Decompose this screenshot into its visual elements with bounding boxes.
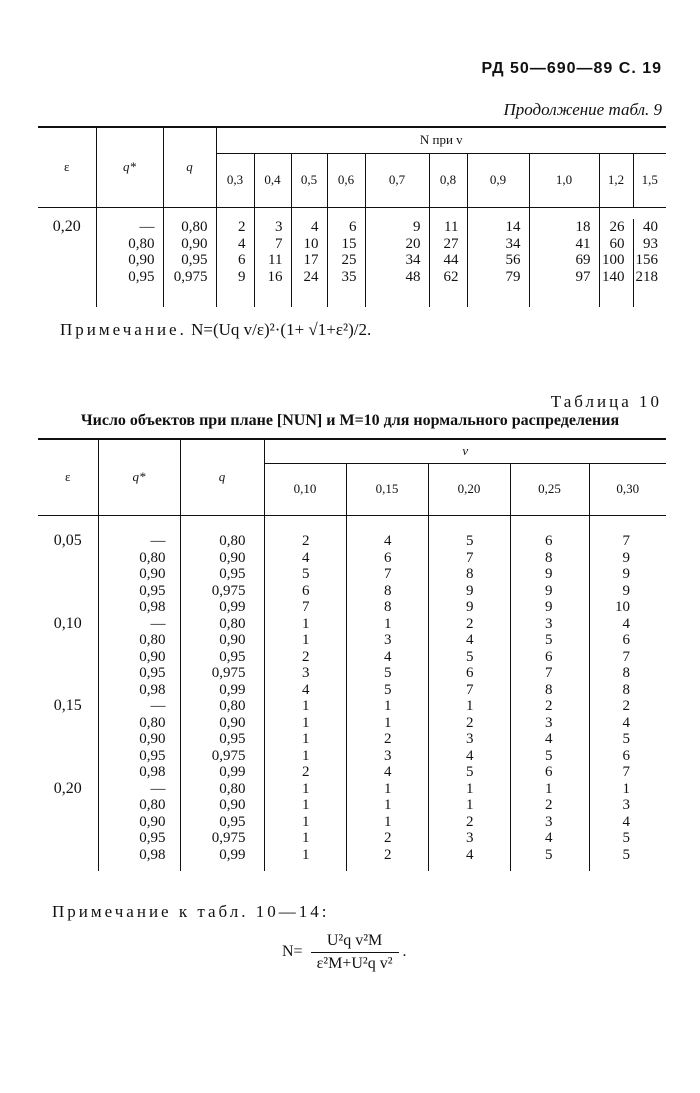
cell-n: 1 <box>264 616 346 633</box>
cell-eps-empty <box>38 632 98 649</box>
cell-n: 2 <box>264 764 346 781</box>
cell-qstar: — <box>98 616 180 633</box>
cell-n: 7 <box>264 599 346 616</box>
cell-q: 0,95 <box>163 252 216 269</box>
col-header-qstar: q* <box>96 127 163 207</box>
v-header-cell: 0,8 <box>429 153 467 207</box>
cell-qstar: 0,98 <box>98 764 180 781</box>
cell-q: 0,80 <box>163 219 216 236</box>
cell-qstar: — <box>98 533 180 550</box>
cell-n: 1 <box>346 616 428 633</box>
cell-qstar: 0,90 <box>98 814 180 831</box>
cell-n: 44 <box>429 252 467 269</box>
cell-n: 10 <box>291 236 327 253</box>
cell-n: 7 <box>428 682 510 699</box>
cell-n: 1 <box>510 781 589 798</box>
cell-n: 15 <box>327 236 365 253</box>
cell-qstar: 0,90 <box>98 731 180 748</box>
formula-fraction <box>311 932 399 973</box>
cell-n: 9 <box>622 582 630 599</box>
cell-eps <box>38 252 96 269</box>
table-9-note <box>60 320 371 340</box>
v-header-cell: 0,20 <box>428 463 510 515</box>
formula-lhs: N= <box>282 943 303 961</box>
table-row <box>38 219 666 236</box>
cell-n: 93 <box>643 235 658 252</box>
cell-n: 56 <box>467 252 529 269</box>
cell-qstar: 0,95 <box>98 583 180 600</box>
cell-n: 4 <box>428 632 510 649</box>
cell-eps: 0,10 <box>38 616 98 633</box>
v-header-cell: 0,4 <box>254 153 291 207</box>
cell-q: 0,99 <box>180 764 264 781</box>
cell-n: 6 <box>510 649 589 666</box>
cell-eps <box>38 236 96 253</box>
cell-n: 6 <box>510 533 589 550</box>
cell-eps-empty <box>38 583 98 600</box>
formula-end: . <box>402 943 407 961</box>
cell-n: 8 <box>346 583 428 600</box>
table-row <box>38 252 666 269</box>
note-label: Примечание к табл. 10—14: <box>52 902 330 921</box>
cell-eps-empty <box>38 748 98 765</box>
cell-n: 5 <box>428 764 510 781</box>
cell-n: 1 <box>264 830 346 847</box>
table-row <box>38 715 666 732</box>
cell-n: 4 <box>622 615 630 632</box>
v-header-cell: 1,5 <box>641 172 658 187</box>
cell-n: 1 <box>264 781 346 798</box>
cell-n: 4 <box>264 682 346 699</box>
cell-n: 7 <box>510 665 589 682</box>
cell-n: 5 <box>346 665 428 682</box>
cell-n: 140 <box>599 269 633 286</box>
table-row <box>38 764 666 781</box>
cell-n: 10 <box>615 599 630 615</box>
cell-n: 6 <box>428 665 510 682</box>
running-head: РД 50—690—89 С. 19 <box>481 60 662 77</box>
cell-n: 7 <box>622 764 630 780</box>
v-header-cell: 0,7 <box>365 153 429 207</box>
v-header-cell: 0,10 <box>264 463 346 515</box>
cell-n: 9 <box>428 583 510 600</box>
cell-eps-empty <box>38 550 98 567</box>
cell-q: 0,90 <box>180 715 264 732</box>
cell-n: 2 <box>346 731 428 748</box>
cell-q: 0,90 <box>163 236 216 253</box>
group-header-n: N при v <box>216 127 666 153</box>
cell-q: 0,95 <box>180 814 264 831</box>
cell-n: 1 <box>346 781 428 798</box>
cell-n: 18 <box>529 219 599 236</box>
cell-n: 9 <box>622 549 630 566</box>
cell-qstar: — <box>98 781 180 798</box>
cell-n: 1 <box>264 797 346 814</box>
table-row <box>38 731 666 748</box>
cell-n: 14 <box>467 219 529 236</box>
cell-n: 1 <box>264 748 346 765</box>
note-formula: N=(Uq v/ε)²·(1+ √1+ε²)/2. <box>191 320 372 339</box>
cell-q: 0,80 <box>180 616 264 633</box>
cell-n: 34 <box>365 252 429 269</box>
table-row <box>38 269 666 286</box>
v-header-cell: 0,25 <box>510 463 589 515</box>
cell-qstar: — <box>98 698 180 715</box>
cell-qstar: 0,98 <box>98 682 180 699</box>
cell-eps-empty <box>38 830 98 847</box>
table-row <box>38 797 666 814</box>
table-10-title: Число объектов при плане [NUN] и M=10 для нормального распределения <box>80 412 620 429</box>
cell-eps-empty <box>38 814 98 831</box>
cell-n: 25 <box>327 252 365 269</box>
formula-numerator: U²q v²M <box>311 932 399 953</box>
table-10 <box>38 438 666 871</box>
cell-n: 4 <box>264 550 346 567</box>
cell-qstar: 0,80 <box>98 632 180 649</box>
table-row <box>38 830 666 847</box>
cell-qstar: 0,95 <box>98 830 180 847</box>
cell-n: 5 <box>510 748 589 765</box>
cell-n: 8 <box>346 599 428 616</box>
cell-n: 3 <box>510 616 589 633</box>
cell-qstar: 0,80 <box>98 715 180 732</box>
cell-n: 3 <box>622 797 630 813</box>
cell-n: 11 <box>254 252 291 269</box>
table-row <box>38 814 666 831</box>
cell-n: 97 <box>529 269 599 286</box>
cell-n: 5 <box>510 847 589 864</box>
col-header-q: q <box>180 439 264 515</box>
cell-n: 60 <box>599 236 633 253</box>
table-row <box>38 698 666 715</box>
cell-q: 0,90 <box>180 632 264 649</box>
table-row <box>38 847 666 864</box>
cell-n: 6 <box>622 747 630 764</box>
cell-eps-empty <box>38 715 98 732</box>
cell-n: 40 <box>643 219 658 235</box>
cell-n: 5 <box>510 632 589 649</box>
cell-eps: 0,20 <box>38 781 98 798</box>
cell-n: 6 <box>327 219 365 236</box>
cell-n: 11 <box>429 219 467 236</box>
formula-n <box>282 932 407 973</box>
cell-n: 4 <box>510 830 589 847</box>
cell-n: 9 <box>428 599 510 616</box>
cell-n: 7 <box>254 236 291 253</box>
cell-eps-empty <box>38 847 98 864</box>
table-row <box>38 616 666 633</box>
cell-n: 6 <box>510 764 589 781</box>
cell-n: 8 <box>622 681 630 698</box>
cell-n: 62 <box>429 269 467 286</box>
cell-n: 2 <box>510 797 589 814</box>
cell-q: 0,95 <box>180 566 264 583</box>
v-header-cell: 0,6 <box>327 153 365 207</box>
cell-n: 17 <box>291 252 327 269</box>
cell-n: 4 <box>216 236 254 253</box>
cell-n: 3 <box>428 830 510 847</box>
cell-n: 2 <box>428 814 510 831</box>
cell-n: 3 <box>510 715 589 732</box>
cell-q: 0,975 <box>180 830 264 847</box>
cell-n: 5 <box>622 830 630 846</box>
cell-n: 16 <box>254 269 291 286</box>
cell-eps: 0,15 <box>38 698 98 715</box>
cell-q: 0,95 <box>180 649 264 666</box>
cell-n: 1 <box>264 731 346 748</box>
cell-n: 5 <box>622 731 630 747</box>
cell-n: 2 <box>264 533 346 550</box>
cell-n: 8 <box>622 665 630 681</box>
cell-n: 100 <box>599 252 633 269</box>
cell-n: 3 <box>346 632 428 649</box>
cell-q: 0,975 <box>180 583 264 600</box>
cell-n: 79 <box>467 269 529 286</box>
cell-n: 4 <box>346 764 428 781</box>
cell-n: 5 <box>428 533 510 550</box>
cell-n: 4 <box>428 748 510 765</box>
cell-n: 41 <box>529 236 599 253</box>
cell-eps-empty <box>38 665 98 682</box>
cell-q: 0,90 <box>180 550 264 567</box>
cell-n: 8 <box>510 682 589 699</box>
v-header-cell: 0,30 <box>616 481 640 496</box>
note-label: Примечание. <box>60 320 187 339</box>
cell-qstar: 0,98 <box>98 847 180 864</box>
cell-qstar: 0,95 <box>96 269 163 286</box>
cell-n: 48 <box>365 269 429 286</box>
cell-n: 8 <box>428 566 510 583</box>
cell-q: 0,99 <box>180 599 264 616</box>
cell-n: 7 <box>428 550 510 567</box>
cell-eps: 0,05 <box>38 533 98 550</box>
v-header-cell: 0,15 <box>346 463 428 515</box>
cell-n: 9 <box>365 219 429 236</box>
cell-n: 156 <box>635 252 658 268</box>
cell-n: 4 <box>622 813 630 830</box>
cell-n: 1 <box>264 715 346 732</box>
cell-eps <box>38 269 96 286</box>
cell-q: 0,975 <box>163 269 216 286</box>
cell-n: 4 <box>510 731 589 748</box>
table-row <box>38 599 666 616</box>
cell-n: 5 <box>622 846 630 863</box>
cell-n: 2 <box>346 847 428 864</box>
v-header-cell: 0,9 <box>467 153 529 207</box>
table-row <box>38 682 666 699</box>
cell-qstar: 0,90 <box>98 649 180 666</box>
cell-n: 2 <box>428 616 510 633</box>
cell-n: 4 <box>428 847 510 864</box>
table-row <box>38 583 666 600</box>
table-row <box>38 665 666 682</box>
cell-n: 1 <box>622 780 630 797</box>
cell-eps-empty <box>38 599 98 616</box>
cell-n: 1 <box>264 632 346 649</box>
cell-n: 1 <box>428 781 510 798</box>
cell-n: 7 <box>346 566 428 583</box>
cell-n: 9 <box>510 583 589 600</box>
cell-n: 5 <box>346 682 428 699</box>
cell-n: 4 <box>291 219 327 236</box>
cell-n: 5 <box>264 566 346 583</box>
cell-n: 1 <box>264 814 346 831</box>
cell-n: 2 <box>428 715 510 732</box>
cell-n: 9 <box>510 599 589 616</box>
cell-n: 2 <box>622 698 630 714</box>
cell-n: 4 <box>346 533 428 550</box>
table-row <box>38 566 666 583</box>
cell-n: 26 <box>599 219 633 236</box>
cell-n: 3 <box>346 748 428 765</box>
cell-eps-empty <box>38 649 98 666</box>
cell-q: 0,99 <box>180 847 264 864</box>
cell-n: 69 <box>529 252 599 269</box>
v-header-cell: 1,0 <box>529 153 599 207</box>
cell-n: 6 <box>264 583 346 600</box>
cell-n: 218 <box>635 268 658 285</box>
cell-n: 3 <box>428 731 510 748</box>
cell-eps-empty <box>38 764 98 781</box>
cell-n: 24 <box>291 269 327 286</box>
cell-q: 0,80 <box>180 781 264 798</box>
cell-q: 0,95 <box>180 731 264 748</box>
col-header-eps: ε <box>38 127 96 207</box>
cell-qstar: 0,95 <box>98 665 180 682</box>
cell-n: 4 <box>622 714 630 731</box>
cell-n: 6 <box>622 632 630 648</box>
cell-q: 0,80 <box>180 698 264 715</box>
v-header-cell: 1,2 <box>599 153 633 207</box>
table-row <box>38 632 666 649</box>
cell-n: 1 <box>264 847 346 864</box>
cell-q: 0,975 <box>180 665 264 682</box>
cell-n: 2 <box>216 219 254 236</box>
cell-n: 2 <box>346 830 428 847</box>
cell-n: 1 <box>346 797 428 814</box>
cell-n: 20 <box>365 236 429 253</box>
cell-n: 2 <box>264 649 346 666</box>
cell-n: 3 <box>264 665 346 682</box>
cell-n: 34 <box>467 236 529 253</box>
cell-n: 7 <box>622 533 630 549</box>
cell-qstar: 0,80 <box>98 797 180 814</box>
cell-eps-empty <box>38 682 98 699</box>
cell-qstar: 0,98 <box>98 599 180 616</box>
cell-n: 6 <box>346 550 428 567</box>
cell-qstar: 0,90 <box>96 252 163 269</box>
cell-n: 27 <box>429 236 467 253</box>
table-row <box>38 748 666 765</box>
v-header-cell: 0,5 <box>291 153 327 207</box>
cell-n: 1 <box>346 715 428 732</box>
cell-n: 1 <box>346 698 428 715</box>
group-header-v: v <box>264 439 666 463</box>
cell-qstar: 0,80 <box>98 550 180 567</box>
col-header-qstar: q* <box>98 439 180 515</box>
cell-n: 1 <box>346 814 428 831</box>
table-9 <box>38 126 666 307</box>
cell-n: 2 <box>510 698 589 715</box>
v-header-cell: 0,3 <box>216 153 254 207</box>
cell-n: 4 <box>346 649 428 666</box>
cell-n: 1 <box>428 698 510 715</box>
cell-eps-empty <box>38 731 98 748</box>
cell-qstar: 0,90 <box>98 566 180 583</box>
cell-eps: 0,20 <box>38 219 96 236</box>
cell-n: 9 <box>622 566 630 582</box>
cell-n: 5 <box>428 649 510 666</box>
table-row <box>38 649 666 666</box>
cell-q: 0,80 <box>180 533 264 550</box>
table-row <box>38 533 666 550</box>
cell-n: 1 <box>264 698 346 715</box>
cell-qstar: 0,80 <box>96 236 163 253</box>
table-row <box>38 550 666 567</box>
cell-eps-empty <box>38 566 98 583</box>
cell-n: 8 <box>510 550 589 567</box>
formula-denominator: ε²M+U²q v² <box>316 955 393 972</box>
table-10-note <box>52 902 329 922</box>
cell-q: 0,975 <box>180 748 264 765</box>
cell-qstar: 0,95 <box>98 748 180 765</box>
table-row <box>38 781 666 798</box>
table-10-number: Таблица 10 <box>550 392 662 411</box>
cell-n: 3 <box>254 219 291 236</box>
cell-n: 35 <box>327 269 365 286</box>
cell-q: 0,90 <box>180 797 264 814</box>
cell-qstar: — <box>96 219 163 236</box>
table-row <box>38 236 666 253</box>
col-header-eps: ε <box>38 439 98 515</box>
cell-n: 9 <box>216 269 254 286</box>
cell-n: 9 <box>510 566 589 583</box>
table-continuation-label: Продолжение табл. 9 <box>503 100 662 119</box>
cell-q: 0,99 <box>180 682 264 699</box>
cell-n: 1 <box>428 797 510 814</box>
cell-n: 3 <box>510 814 589 831</box>
cell-n: 7 <box>622 648 630 665</box>
col-header-q: q <box>163 127 216 207</box>
cell-eps-empty <box>38 797 98 814</box>
cell-n: 6 <box>216 252 254 269</box>
